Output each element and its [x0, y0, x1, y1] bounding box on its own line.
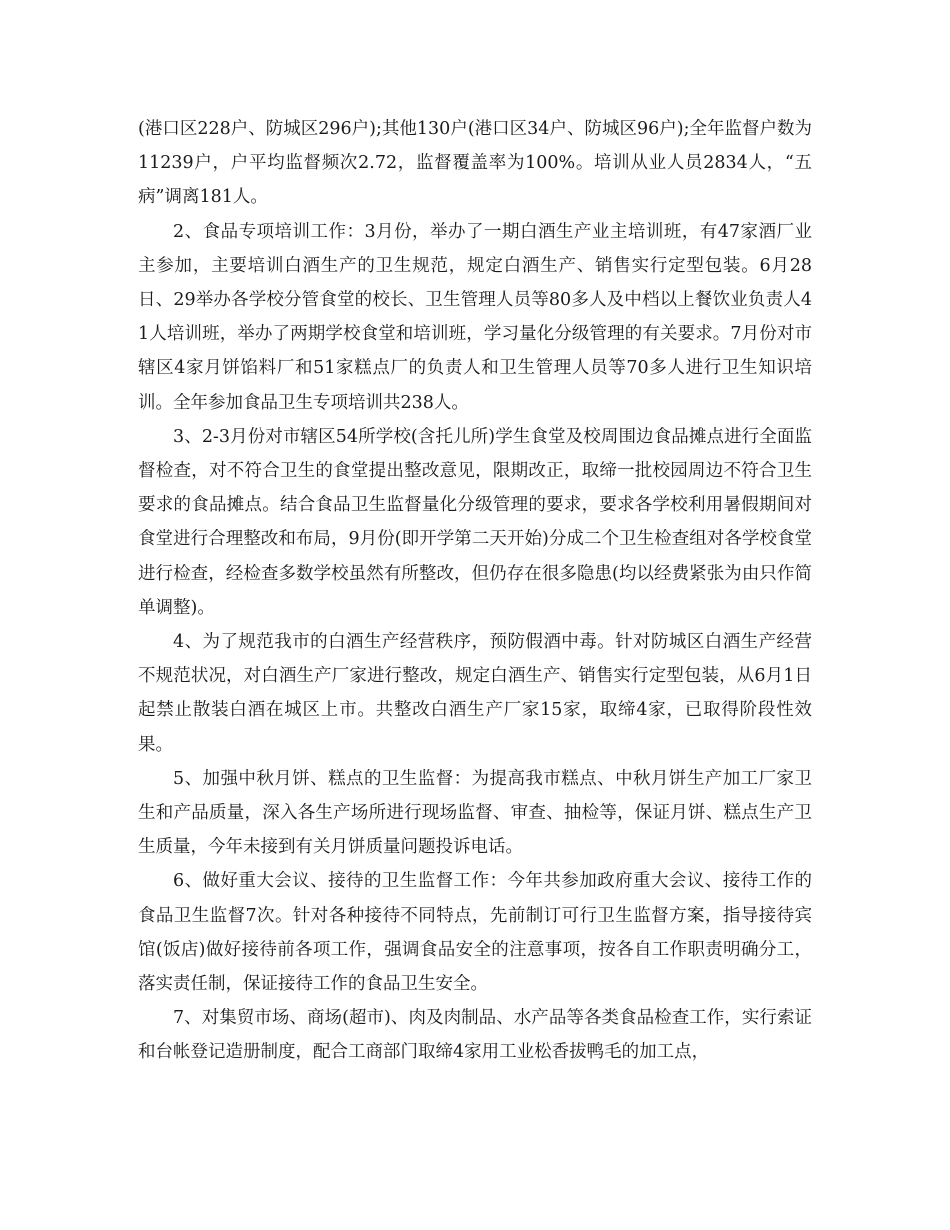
- paragraph-item-6-meeting-reception: 6、做好重大会议、接待的卫生监督工作：今年共参加政府重大会议、接待工作的食品卫生监督7次。针对各种接待不同特点，先前制订可行卫生监督方案，指导接待宾馆(饭店)做好接待前各项工作，强调食品安全的注意事项，按各自工作职责明确分工，落实责任制，保证接待工作的食品卫生安全。: [138, 871, 812, 995]
- paragraph-item-2-food-training: 2、食品专项培训工作：3月份，举办了一期白酒生产业主培训班，有47家酒厂业主参加，主要培训白酒生产的卫生规范，规定白酒生产、销售实行定型包装。6月28日、29举办各学校分管食堂的校长、卫生管理人员等80多人及中档以上餐饮业负责人41人培训班，举办了两期学校食堂和培训班，学习量化分级管理的有关要求。7月份对市辖区4家月饼馅料厂和51家糕点厂的负责人和卫生管理人员等70多人进行卫生知识培训。全年参加食品卫生专项培训共238人。: [138, 221, 812, 413]
- paragraph-continuation: (港口区228户、防城区296户);其他130户(港口区34户、防城区96户);全年监督户数为11239户，户平均监督频次2.72，监督覆盖率为100%。培训从业人员2834人，“五病”调离181人。: [138, 119, 812, 208]
- paragraph-item-3-school-canteen: 3、2-3月份对市辖区54所学校(含托儿所)学生食堂及校周围边食品摊点进行全面监督检查，对不符合卫生的食堂提出整改意见，限期改正，取缔一批校园周边不符合卫生要求的食品摊点。结合食品卫生监督量化分级管理的要求，要求各学校利用暑假期间对食堂进行合理整改和布局，9月份(即开学第二天开始)分成二个卫生检查组对各学校食堂进行检查，经检查多数学校虽然有所整改，但仍存在很多隐患(均以经费紧张为由只作简单调整)。: [138, 426, 812, 618]
- paragraph-item-4-liquor-production: 4、为了规范我市的白酒生产经营秩序，预防假酒中毒。针对防城区白酒生产经营不规范状况，对白酒生产厂家进行整改，规定白酒生产、销售实行定型包装，从6月1日起禁止散装白酒在城区上市。共整改白酒生产厂家15家，取缔4家，已取得阶段性效果。: [138, 632, 812, 755]
- paragraph-item-7-market-inspection: 7、对集贸市场、商场(超市)、肉及肉制品、水产品等各类食品检查工作，实行索证和台帐登记造册制度，配合工商部门取缔4家用工业松香拔鸭毛的加工点，: [138, 1008, 812, 1063]
- paragraph-item-5-mooncake-supervision: 5、加强中秋月饼、糕点的卫生监督：为提高我市糕点、中秋月饼生产加工厂家卫生和产品质量，深入各生产场所进行现场监督、审查、抽检等，保证月饼、糕点生产卫生质量，今年未接到有关月饼质量问题投诉电话。: [138, 768, 812, 858]
- document-body: [138, 112, 812, 1070]
